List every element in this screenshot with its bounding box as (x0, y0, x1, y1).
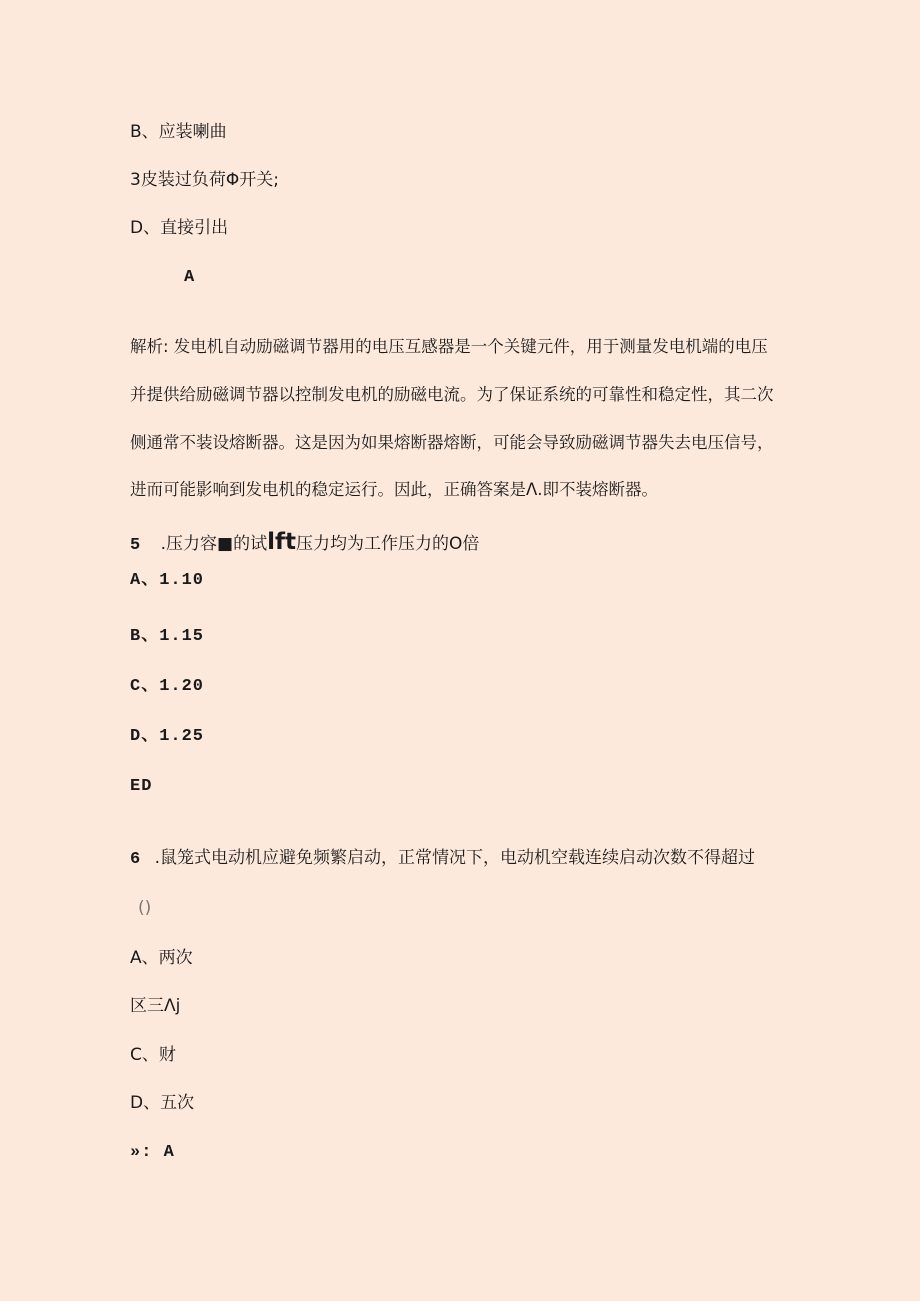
q6-option-b: 区三Λj (130, 996, 181, 1016)
q5-question (130, 531, 479, 554)
q5-text-big: lft (267, 529, 296, 555)
q6-option-a: A、两次 (130, 948, 193, 968)
q6-number: 6 (130, 850, 142, 869)
q5-option-d: D、1.25 (130, 727, 205, 746)
q5-option-c: C、1.20 (130, 677, 205, 696)
explanation-line: 进而可能影响到发电机的稳定运行。因此，正确答案是Λ.即不装熔断器。 (130, 480, 659, 499)
q5-text-a: .压力容■的试 (160, 534, 268, 554)
q5-answer: ED (130, 777, 153, 796)
q5-option-a: A、1.10 (130, 571, 205, 590)
q5-number: 5 (130, 536, 142, 555)
q6-option-c: C、财 (130, 1045, 176, 1065)
q4-option-c: 3皮装过负荷Φ开关; (130, 170, 279, 190)
q4-option-b: B、应装喇曲 (130, 122, 227, 142)
q6-answer: »: A (130, 1143, 175, 1162)
q5-option-b: B、1.15 (130, 627, 205, 646)
q6-option-d: D、五次 (130, 1093, 195, 1113)
q6-blank: () (138, 898, 152, 918)
explanation-line: 解析: 发电机自动励磁调节器用的电压互感器是一个关键元件，用于测量发电机端的电压 (130, 337, 768, 356)
q6-question (130, 850, 755, 868)
explanation-line: 侧通常不装设熔断器。这是因为如果熔断器熔断，可能会导致励磁调节器失去电压信号， (130, 433, 774, 452)
q6-text: .鼠笼式电动机应避免频繁启动，正常情况下，电动机空载连续启动次数不得超过 (154, 848, 756, 868)
q5-text-b: 压力均为工作压力的O倍 (295, 534, 480, 554)
explanation-line: 并提供给励磁调节器以控制发电机的励磁电流。为了保证系统的可靠性和稳定性，其二次 (130, 385, 774, 404)
q4-answer: A (184, 268, 196, 287)
q4-option-d: D、直接引出 (130, 218, 229, 238)
